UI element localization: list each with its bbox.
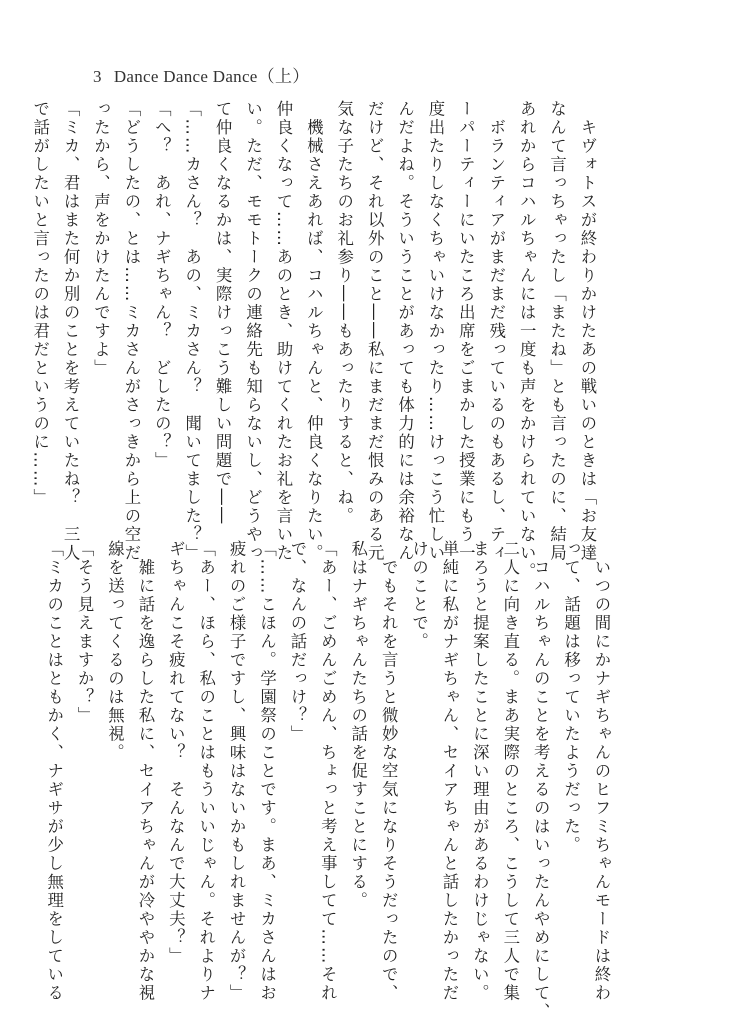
text-line: んだよね。そういうことがあっても体力的には余裕なん <box>395 100 415 563</box>
text-line: で、なんの話だっけ？」 <box>287 540 307 744</box>
text-line: 「どうしたの、とは……ミカさんがさっきから上の空だ <box>121 100 141 563</box>
text-block-top <box>30 100 602 581</box>
text-line: 気な子たちのお礼参り――もあったりすると、ね。 <box>334 100 354 526</box>
text-line: い。ただ、モモトークの連絡先も知らないし、どうやっ <box>243 100 263 563</box>
text-line: 「……カさん？ あの、ミカさん？ 聞いてました？」 <box>182 100 202 563</box>
text-line: いつの間にかナギちゃんのヒフミちゃんモードは終わ <box>592 540 611 1003</box>
text-line: けのことで。 <box>409 540 429 651</box>
text-line: 二人に向き直る。まあ実際のところ、こうして三人で集 <box>500 540 520 1003</box>
text-line: でもそれを言うと微妙な空気になりそうだったので、 <box>379 540 399 1003</box>
text-line: 単純に私がナギちゃん、セイアちゃんと話したかっただ <box>439 540 459 1003</box>
text-line: 「あー、ほら、私のことはもういいじゃん。それよりナ <box>196 540 216 1003</box>
text-block-bottom <box>44 540 616 1021</box>
text-line: 「へ？ あれ、ナギちゃん？ どしたの？」 <box>152 100 172 470</box>
text-line: 「ミカ、君はまた何か別のことを考えていたね？ 三人 <box>61 100 81 563</box>
text-line: あれからコハルちゃんには一度も声をかけられていない。 <box>517 100 537 581</box>
text-line: 線を送ってくるのは無視。 <box>105 540 125 762</box>
text-line: まろうと提案したことに深い理由があるわけじゃない。 <box>470 540 490 1003</box>
text-line: 私はナギちゃんたちの話を促すことにする。 <box>348 540 368 910</box>
text-line: 「ミカのことはともかく、ナギサが少し無理をしている <box>44 540 64 1003</box>
text-line: ったから、声をかけたんですよ」 <box>91 100 111 378</box>
text-line: 度出たりしなくちゃいけなかったり……けっこう忙しい <box>425 100 445 563</box>
text-line: 疲れのご様子ですし、興味はないかもしれませんが？」 <box>227 540 247 1003</box>
text-line: コハルちゃんのことを考えるのはいったんやめにして、 <box>531 540 551 1021</box>
text-line: 「そう見えますか？」 <box>75 540 95 725</box>
text-line: 仲良くなって……あのとき、助けてくれたお礼を言いた <box>273 100 293 563</box>
text-line: だけど、それ以外のこと――私にまだまだ恨みのある元 <box>365 100 385 563</box>
text-line: で話がしたいと言ったのは君だというのに……」 <box>30 100 50 507</box>
text-line: 「……こほん。学園祭のことです。まあ、ミカさんはお <box>257 540 277 1003</box>
text-line: 「あー、ごめんごめん、ちょっと考え事してて……それ <box>318 540 338 1003</box>
text-line: なんて言っちゃったし「またね」とも言ったのに、結局 <box>547 100 567 563</box>
text-line: 機械さえあれば、コハルちゃんと、仲良くなりたい。 <box>304 100 324 563</box>
text-line: 雑に話を逸らした私に、セイアちゃんが冷ややかな視 <box>135 540 155 1003</box>
text-line: キヴォトスが終わりかけたあの戦いのときは「お友達 <box>578 100 597 563</box>
text-line: って、話題は移っていたようだった。 <box>561 540 581 855</box>
chapter-number: 3 <box>93 67 102 86</box>
chapter-title: Dance Dance Dance（上） <box>113 67 310 86</box>
text-line: ボランティアがまだまだ残っているのもあるし、ティ <box>486 100 506 563</box>
text-line: ーパーティーにいたころ出席をごまかした授業にもう一 <box>456 100 476 563</box>
text-line: て仲良くなるかは、実際けっこう難しい問題で―― <box>213 100 233 526</box>
running-head <box>93 62 310 87</box>
text-line: ギちゃんこそ疲れてない？ そんなんで大丈夫？」 <box>166 540 186 966</box>
